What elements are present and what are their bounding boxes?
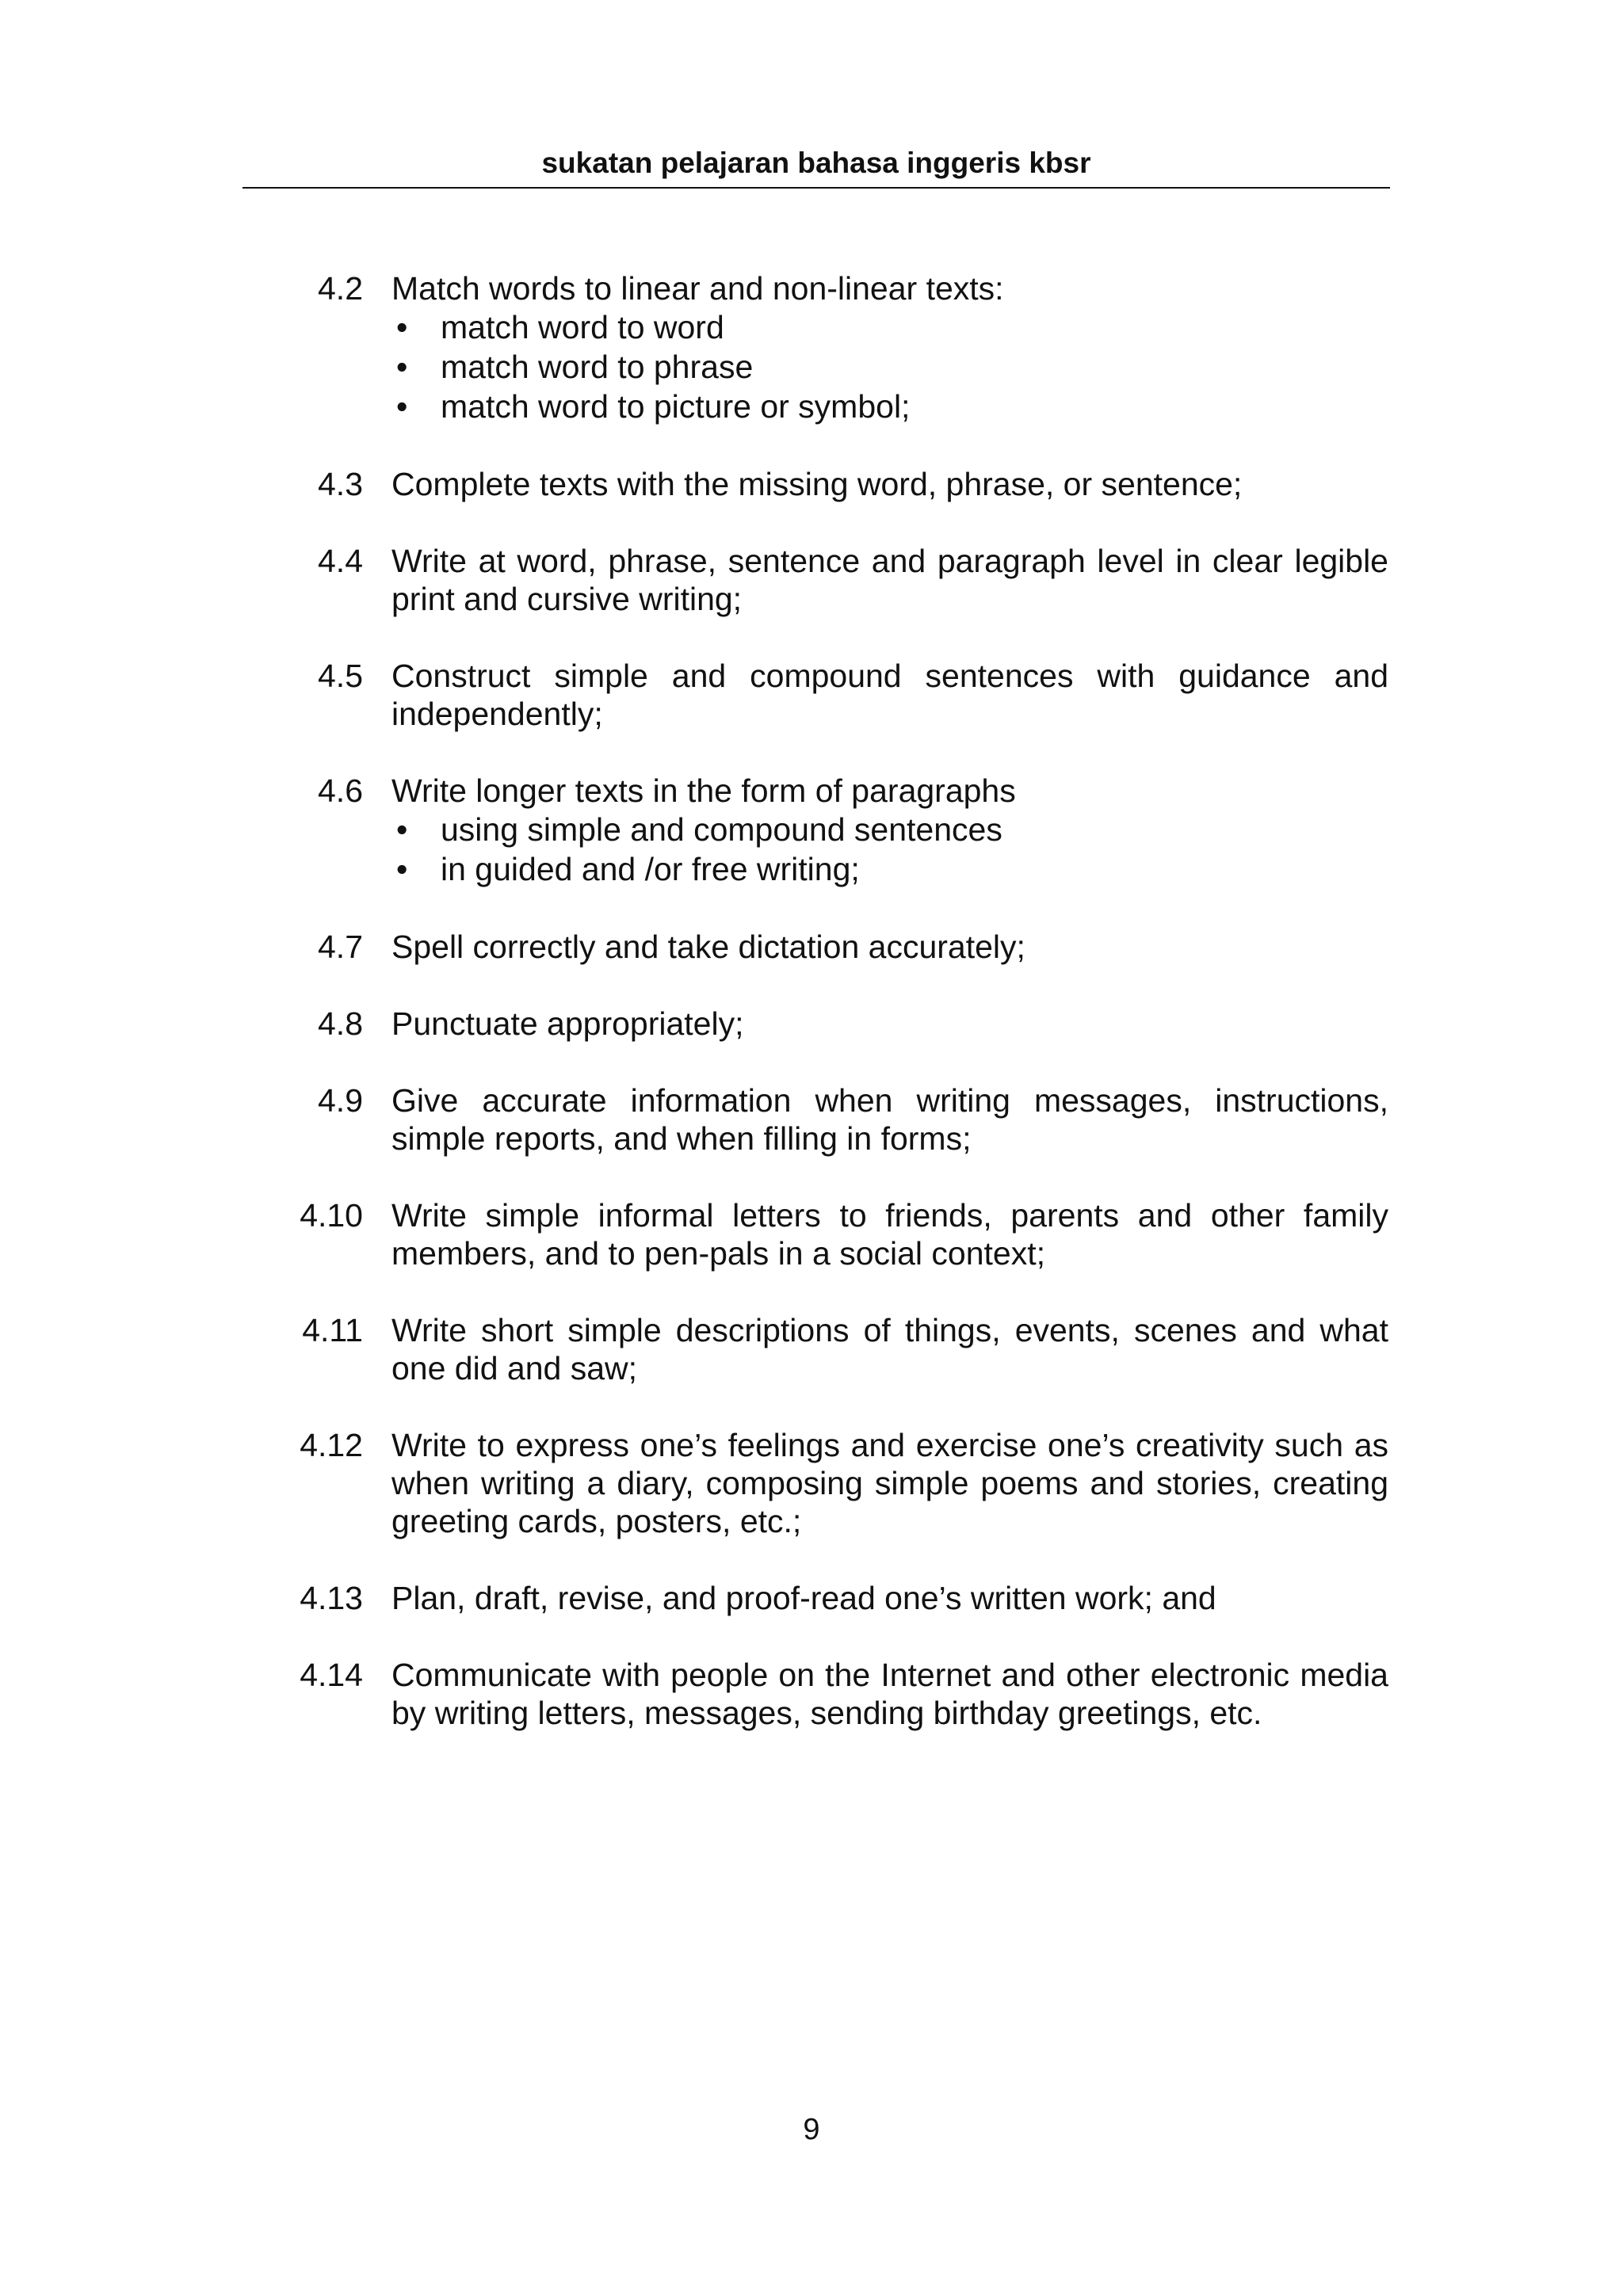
bullet-icon: • — [396, 388, 408, 425]
sub-point-text: using simple and compound sentences — [441, 811, 1002, 848]
objective-text: Write longer texts in the form of paragraphs — [391, 772, 1016, 809]
objective-number: 4.14 — [300, 1657, 363, 1693]
objective-number: 4.4 — [318, 543, 363, 579]
objective-number: 4.5 — [318, 658, 363, 694]
sub-point-text: in guided and /or free writing; — [441, 851, 860, 887]
sub-point — [391, 849, 1388, 889]
objectives-list — [238, 269, 1388, 1771]
objective-item — [238, 1081, 1388, 1158]
page-number: 9 — [803, 2113, 820, 2146]
sub-point-list — [391, 810, 1388, 889]
sub-point-text: match word to phrase — [441, 349, 754, 385]
objective-text: Write simple informal letters to friends, parents and other family members, and to pen-pals in a social context; — [391, 1197, 1388, 1272]
objective-number: 4.7 — [318, 929, 363, 965]
objective-item — [238, 772, 1388, 889]
objective-body — [391, 1196, 1388, 1272]
objective-number: 4.2 — [318, 270, 363, 307]
objective-text: Complete texts with the missing word, phrase, or sentence; — [391, 466, 1243, 502]
objective-text: Communicate with people on the Internet and other electronic media by writing letters, messages, sending birthday greetings, etc. — [391, 1657, 1388, 1731]
objective-number: 4.3 — [318, 466, 363, 502]
objective-item — [238, 269, 1388, 426]
objective-number: 4.6 — [318, 772, 363, 809]
objective-number: 4.13 — [300, 1580, 363, 1616]
objective-body — [391, 657, 1388, 733]
bullet-icon: • — [396, 811, 408, 848]
bullet-icon: • — [396, 309, 408, 345]
objective-text: Punctuate appropriately; — [391, 1005, 744, 1042]
bullet-icon: • — [396, 851, 408, 887]
objective-text: Match words to linear and non-linear texts: — [391, 270, 1004, 307]
objective-body — [391, 928, 1388, 966]
objective-number: 4.8 — [318, 1005, 363, 1042]
objective-item — [238, 1579, 1388, 1617]
objective-body — [391, 1081, 1388, 1158]
objective-item — [238, 465, 1388, 503]
objective-text: Write to express one’s feelings and exercise one’s creativity such as when writing a diary, composing simple poems and stories, creating greeting cards, posters, etc.; — [391, 1427, 1388, 1539]
objective-number: 4.9 — [318, 1082, 363, 1119]
objective-body — [391, 1426, 1388, 1540]
header-divider — [242, 187, 1390, 189]
objective-item — [238, 657, 1388, 733]
objective-text: Give accurate information when writing messages, instructions, simple reports, and when filling in forms; — [391, 1082, 1388, 1157]
sub-point — [391, 387, 1388, 426]
objective-item — [238, 1426, 1388, 1540]
objective-body — [391, 1579, 1388, 1617]
objective-text: Spell correctly and take dictation accurately; — [391, 929, 1025, 965]
objective-item — [238, 928, 1388, 966]
objective-text: Write at word, phrase, sentence and paragraph level in clear legible print and cursive writing; — [391, 543, 1388, 617]
objective-body — [391, 1656, 1388, 1732]
objective-item — [238, 542, 1388, 618]
objective-number: 4.12 — [300, 1427, 363, 1463]
sub-point-text: match word to picture or symbol; — [441, 388, 911, 425]
objective-text: Construct simple and compound sentences with guidance and independently; — [391, 658, 1388, 732]
sub-point — [391, 810, 1388, 849]
sub-point — [391, 347, 1388, 387]
objective-item — [238, 1196, 1388, 1272]
objective-text: Plan, draft, revise, and proof-read one’s written work; and — [391, 1580, 1216, 1616]
objective-number: 4.10 — [300, 1197, 363, 1234]
bullet-icon: • — [396, 349, 408, 385]
objective-item — [238, 1005, 1388, 1043]
objective-item — [238, 1311, 1388, 1387]
objective-body — [391, 269, 1388, 426]
objective-body — [391, 465, 1388, 503]
objective-number: 4.11 — [302, 1312, 363, 1348]
objective-text: Write short simple descriptions of things, events, scenes and what one did and saw; — [391, 1312, 1388, 1386]
sub-point-text: match word to word — [441, 309, 724, 345]
sub-point — [391, 307, 1388, 347]
objective-body — [391, 1311, 1388, 1387]
objective-item — [238, 1656, 1388, 1732]
page-header: sukatan pelajaran bahasa inggeris kbsr — [541, 147, 1091, 179]
objective-body — [391, 542, 1388, 618]
sub-point-list — [391, 307, 1388, 426]
objective-body — [391, 772, 1388, 889]
objective-body — [391, 1005, 1388, 1043]
